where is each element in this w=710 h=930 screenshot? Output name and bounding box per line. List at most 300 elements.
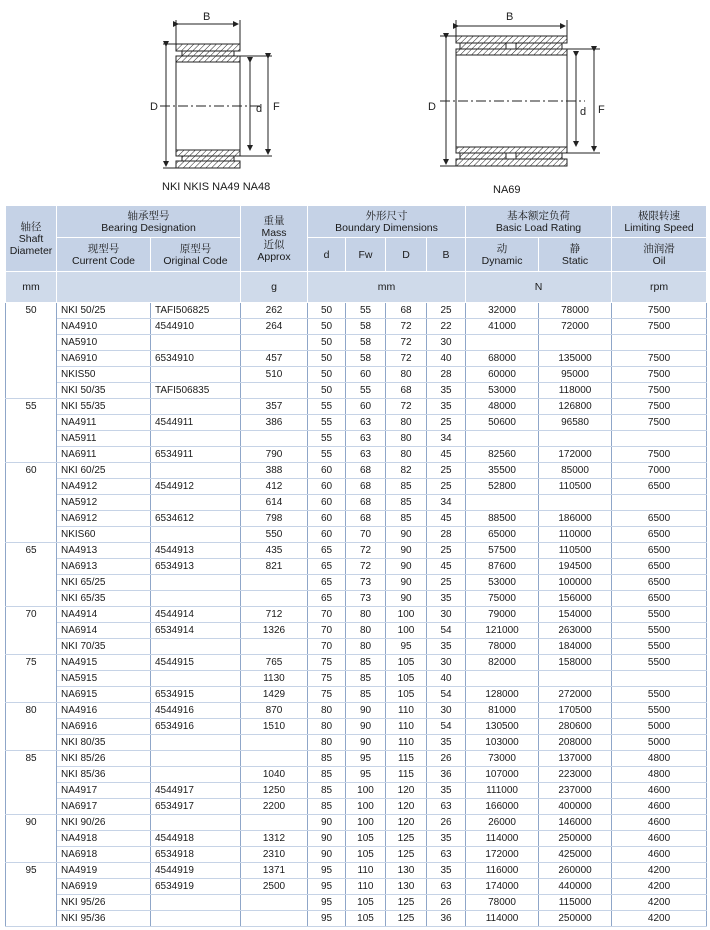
dim-fw-cell: 100: [346, 783, 386, 799]
right-figure-caption: NA69: [493, 184, 521, 196]
current-code-cell: NA6918: [57, 847, 151, 863]
dim-B-cell: 34: [427, 431, 466, 447]
table-row: [6, 351, 707, 367]
shaft-diameter-cell: 75: [6, 655, 57, 703]
shaft-cn: 轴径: [20, 220, 42, 233]
dim-D-cell: 80: [386, 367, 427, 383]
dim-B-cell: 54: [427, 623, 466, 639]
table-body: [6, 303, 707, 927]
oil-speed-cell: 4800: [612, 751, 707, 767]
table-row: [6, 575, 707, 591]
designation-en: Bearing Designation: [101, 221, 196, 234]
original-code-cell: 4544912: [151, 479, 241, 495]
dim-D-cell: 68: [386, 303, 427, 319]
dynamic-load-cell: 35500: [466, 463, 539, 479]
current-code-cell: NA4919: [57, 863, 151, 879]
table-row: [6, 479, 707, 495]
dim-d-left: d: [256, 103, 263, 115]
dynamic-load-cell: 78000: [466, 895, 539, 911]
shaft-diameter-cell: 55: [6, 399, 57, 463]
col-D-header: D: [386, 238, 427, 272]
current-code-cell: NKIS60: [57, 527, 151, 543]
static-load-cell: 237000: [539, 783, 612, 799]
original-code-cell: 4544915: [151, 655, 241, 671]
current-code-cell: NA4915: [57, 655, 151, 671]
dynamic-load-cell: 128000: [466, 687, 539, 703]
original-code-cell: 6534910: [151, 351, 241, 367]
oil-speed-cell: 4200: [612, 911, 707, 927]
nki-bearing-drawing: [160, 20, 272, 168]
oil-speed-cell: [612, 495, 707, 511]
static-load-cell: 146000: [539, 815, 612, 831]
table-row: [6, 447, 707, 463]
oil-speed-cell: 4600: [612, 831, 707, 847]
dim-d-cell: 80: [308, 719, 346, 735]
load-unit: N: [466, 272, 612, 303]
dim-D-cell: 115: [386, 751, 427, 767]
original-code-cell: [151, 527, 241, 543]
dim-B-cell: 54: [427, 719, 466, 735]
dim-d-cell: 50: [308, 351, 346, 367]
static-load-cell: 260000: [539, 863, 612, 879]
dim-B-cell: 63: [427, 879, 466, 895]
dim-d-cell: 65: [308, 543, 346, 559]
dim-D-cell: 85: [386, 479, 427, 495]
oil-speed-cell: [612, 335, 707, 351]
original-code-cell: [151, 815, 241, 831]
dynamic-load-cell: 53000: [466, 383, 539, 399]
mass-cell: [241, 575, 308, 591]
dim-d-cell: 60: [308, 511, 346, 527]
dim-d-cell: 95: [308, 863, 346, 879]
mass-cell: 388: [241, 463, 308, 479]
current-code-cell: NKI 65/35: [57, 591, 151, 607]
original-code-cell: 4544917: [151, 783, 241, 799]
static-load-cell: 85000: [539, 463, 612, 479]
dim-fw-cell: 68: [346, 511, 386, 527]
dynamic-load-cell: 107000: [466, 767, 539, 783]
dim-d-cell: 50: [308, 319, 346, 335]
current-code-cell: NA4912: [57, 479, 151, 495]
dynamic-load-cell: 81000: [466, 703, 539, 719]
oil-speed-cell: 5500: [612, 639, 707, 655]
current-code-cell: NKI 70/35: [57, 639, 151, 655]
dim-fw-cell: 110: [346, 879, 386, 895]
dynamic-load-cell: 53000: [466, 575, 539, 591]
dim-B-left: B: [203, 11, 211, 23]
mass-cn: 重量: [263, 214, 285, 227]
table-row: [6, 847, 707, 863]
dynamic-header: [466, 238, 539, 272]
mass-cell: 821: [241, 559, 308, 575]
dynamic-load-cell: 130500: [466, 719, 539, 735]
dynamic-load-cell: 166000: [466, 799, 539, 815]
original-code-cell: [151, 335, 241, 351]
static-load-cell: 186000: [539, 511, 612, 527]
current-code-cell: NKI 85/36: [57, 767, 151, 783]
dim-D-cell: 72: [386, 335, 427, 351]
dim-D-cell: 115: [386, 767, 427, 783]
mass-en: Mass: [261, 226, 287, 239]
dim-D-right: D: [428, 101, 436, 113]
mass-cell: 357: [241, 399, 308, 415]
oil-speed-cell: 5500: [612, 623, 707, 639]
dim-D-cell: 90: [386, 559, 427, 575]
static-load-cell: 78000: [539, 303, 612, 319]
dynamic-load-cell: 57500: [466, 543, 539, 559]
dim-B-cell: 36: [427, 767, 466, 783]
table-row: [6, 767, 707, 783]
dim-B-right: B: [506, 11, 514, 23]
mass-cell: 435: [241, 543, 308, 559]
dim-d-cell: 85: [308, 751, 346, 767]
mass-cell: 457: [241, 351, 308, 367]
dim-D-cell: 68: [386, 383, 427, 399]
original-code-cell: [151, 735, 241, 751]
dim-B-cell: 35: [427, 863, 466, 879]
table-row: [6, 335, 707, 351]
dynamic-load-cell: 103000: [466, 735, 539, 751]
dim-d-cell: 95: [308, 895, 346, 911]
table-row: [6, 383, 707, 399]
load-cn: 基本额定负荷: [507, 209, 571, 222]
dim-d-cell: 60: [308, 479, 346, 495]
dim-fw-cell: 100: [346, 815, 386, 831]
dim-D-cell: 130: [386, 863, 427, 879]
speed-header: [612, 206, 707, 238]
current-code-cell: NA6914: [57, 623, 151, 639]
original-code-cell: [151, 911, 241, 927]
dim-fw-cell: 72: [346, 543, 386, 559]
current-code-cell: NKI 65/25: [57, 575, 151, 591]
dim-B-cell: 26: [427, 815, 466, 831]
dim-fw-cell: 90: [346, 719, 386, 735]
original-code-cell: [151, 639, 241, 655]
dim-fw-cell: 58: [346, 335, 386, 351]
dim-d-cell: 55: [308, 447, 346, 463]
dynamic-load-cell: [466, 671, 539, 687]
dim-D-cell: 95: [386, 639, 427, 655]
dynamic-load-cell: 78000: [466, 639, 539, 655]
oil-cn: 油润滑: [643, 242, 675, 255]
dynamic-load-cell: 114000: [466, 831, 539, 847]
dynamic-load-cell: 65000: [466, 527, 539, 543]
static-load-cell: 208000: [539, 735, 612, 751]
original-code-cell: 6534915: [151, 687, 241, 703]
table-row: [6, 783, 707, 799]
mass-cell: 1429: [241, 687, 308, 703]
mass-cell: 386: [241, 415, 308, 431]
boundary-unit: mm: [308, 272, 466, 303]
original-code-cell: [151, 591, 241, 607]
mass-cell: [241, 735, 308, 751]
static-load-cell: 115000: [539, 895, 612, 911]
mass-cell: 1326: [241, 623, 308, 639]
oil-speed-cell: 5000: [612, 735, 707, 751]
oil-speed-cell: 4200: [612, 879, 707, 895]
original-code-header: [151, 238, 241, 272]
dim-fw-cell: 85: [346, 671, 386, 687]
mass-cell: [241, 431, 308, 447]
dim-D-cell: 100: [386, 623, 427, 639]
current-code-cell: NA5910: [57, 335, 151, 351]
dim-D-cell: 125: [386, 831, 427, 847]
col-fw-header: Fw: [346, 238, 386, 272]
current-code-cell: NKI 90/26: [57, 815, 151, 831]
dim-D-cell: 90: [386, 527, 427, 543]
dim-fw-cell: 95: [346, 767, 386, 783]
dim-B-cell: 22: [427, 319, 466, 335]
table-row: [6, 511, 707, 527]
dynamic-load-cell: 41000: [466, 319, 539, 335]
table-row: [6, 415, 707, 431]
current-code-cell: NKI 50/35: [57, 383, 151, 399]
dim-B-cell: 25: [427, 543, 466, 559]
dim-fw-cell: 58: [346, 319, 386, 335]
current-code-cell: NA5912: [57, 495, 151, 511]
dynamic-load-cell: 174000: [466, 879, 539, 895]
dim-fw-cell: 58: [346, 351, 386, 367]
dynamic-load-cell: 68000: [466, 351, 539, 367]
table-row: [6, 815, 707, 831]
dim-d-cell: 60: [308, 495, 346, 511]
dim-D-cell: 80: [386, 447, 427, 463]
current-cn: 现型号: [87, 242, 120, 255]
dim-D-cell: 85: [386, 495, 427, 511]
dim-D-cell: 120: [386, 799, 427, 815]
oil-en: Oil: [652, 254, 666, 267]
col-d-header: d: [308, 238, 346, 272]
dynamic-load-cell: 114000: [466, 911, 539, 927]
shaft-diameter-header: [6, 206, 57, 272]
shaft-diameter-cell: 80: [6, 703, 57, 751]
dim-fw-cell: 90: [346, 703, 386, 719]
table-row: [6, 463, 707, 479]
static-load-cell: [539, 495, 612, 511]
oil-speed-cell: 7500: [612, 447, 707, 463]
current-code-cell: NA6911: [57, 447, 151, 463]
original-code-cell: 6534917: [151, 799, 241, 815]
dynamic-load-cell: 88500: [466, 511, 539, 527]
table-row: [6, 623, 707, 639]
table-row: [6, 687, 707, 703]
oil-speed-cell: 4600: [612, 783, 707, 799]
mass-cell: 2200: [241, 799, 308, 815]
mass-cell: 412: [241, 479, 308, 495]
dynamic-load-cell: 26000: [466, 815, 539, 831]
dim-fw-cell: 72: [346, 559, 386, 575]
mass-cell: 1510: [241, 719, 308, 735]
current-code-cell: NKI 80/35: [57, 735, 151, 751]
table-row: [6, 367, 707, 383]
oil-speed-cell: 7000: [612, 463, 707, 479]
dynamic-load-cell: 116000: [466, 863, 539, 879]
current-code-cell: NKI 95/36: [57, 911, 151, 927]
dim-B-cell: 35: [427, 831, 466, 847]
dim-D-cell: 110: [386, 735, 427, 751]
static-load-cell: 137000: [539, 751, 612, 767]
mass-cell: 262: [241, 303, 308, 319]
table-row: [6, 911, 707, 927]
dim-fw-cell: 68: [346, 463, 386, 479]
dim-B-cell: 26: [427, 751, 466, 767]
mass-cell: [241, 895, 308, 911]
mass-cell: 798: [241, 511, 308, 527]
table-row: [6, 607, 707, 623]
bearing-drawings: [0, 0, 710, 200]
dim-D-cell: 125: [386, 847, 427, 863]
dim-D-cell: 130: [386, 879, 427, 895]
mass-cell: [241, 639, 308, 655]
designation-cn: 轴承型号: [127, 209, 170, 222]
dim-B-cell: 25: [427, 415, 466, 431]
dim-B-cell: 25: [427, 575, 466, 591]
table-row: [6, 559, 707, 575]
designation-unit-blank: [57, 272, 241, 303]
dim-B-cell: 54: [427, 687, 466, 703]
dim-d-cell: 80: [308, 735, 346, 751]
current-code-cell: NA6915: [57, 687, 151, 703]
dim-fw-cell: 105: [346, 847, 386, 863]
dim-fw-cell: 55: [346, 303, 386, 319]
current-code-cell: NKI 85/26: [57, 751, 151, 767]
original-code-cell: [151, 463, 241, 479]
left-figure-caption: NKI NKIS NA49 NA48: [162, 181, 271, 193]
bearing-spec-table: [5, 205, 707, 927]
mass-cell: 510: [241, 367, 308, 383]
oil-speed-cell: 4600: [612, 799, 707, 815]
static-load-cell: [539, 335, 612, 351]
dim-d-cell: 80: [308, 703, 346, 719]
dim-D-cell: 80: [386, 415, 427, 431]
table-row: [6, 639, 707, 655]
original-code-cell: 4544916: [151, 703, 241, 719]
current-code-cell: NA4917: [57, 783, 151, 799]
dim-B-cell: 34: [427, 495, 466, 511]
dim-D-cell: 120: [386, 815, 427, 831]
dim-d-cell: 65: [308, 559, 346, 575]
static-load-cell: 170500: [539, 703, 612, 719]
dynamic-load-cell: 52800: [466, 479, 539, 495]
oil-speed-cell: 4200: [612, 895, 707, 911]
dim-D-cell: 125: [386, 911, 427, 927]
oil-speed-cell: 4600: [612, 847, 707, 863]
static-en: Static: [561, 254, 589, 267]
oil-speed-cell: 6500: [612, 479, 707, 495]
mass-cell: 614: [241, 495, 308, 511]
mass-cell: 870: [241, 703, 308, 719]
dim-fw-cell: 80: [346, 623, 386, 639]
mass-cell: 765: [241, 655, 308, 671]
dim-D-cell: 72: [386, 351, 427, 367]
mass-cell: [241, 383, 308, 399]
original-code-cell: 6534911: [151, 447, 241, 463]
static-cn: 静: [569, 242, 581, 255]
dim-D-cell: 80: [386, 431, 427, 447]
table-row: [6, 655, 707, 671]
static-load-cell: 156000: [539, 591, 612, 607]
current-code-header: [57, 238, 151, 272]
dim-B-cell: 35: [427, 783, 466, 799]
dim-fw-cell: 105: [346, 895, 386, 911]
mass-cell: 2310: [241, 847, 308, 863]
original-code-cell: 4544914: [151, 607, 241, 623]
dynamic-load-cell: 121000: [466, 623, 539, 639]
speed-en: Limiting Speed: [624, 221, 694, 234]
oil-speed-cell: 4800: [612, 767, 707, 783]
oil-speed-cell: 4600: [612, 815, 707, 831]
current-code-cell: NKI 60/25: [57, 463, 151, 479]
original-code-cell: [151, 367, 241, 383]
original-code-cell: 4544913: [151, 543, 241, 559]
load-rating-header: [466, 206, 612, 238]
table-row: [6, 879, 707, 895]
static-load-cell: 400000: [539, 799, 612, 815]
dim-D-cell: 90: [386, 591, 427, 607]
dim-D-cell: 72: [386, 319, 427, 335]
dynamic-load-cell: 32000: [466, 303, 539, 319]
dim-d-cell: 60: [308, 463, 346, 479]
current-code-cell: NA5915: [57, 671, 151, 687]
static-load-cell: 272000: [539, 687, 612, 703]
table-row: [6, 303, 707, 319]
oil-speed-cell: 7500: [612, 367, 707, 383]
dim-B-cell: 63: [427, 847, 466, 863]
dim-d-cell: 50: [308, 367, 346, 383]
table-row: [6, 735, 707, 751]
oil-speed-cell: [612, 431, 707, 447]
dim-B-cell: 30: [427, 607, 466, 623]
shaft-diameter-cell: 60: [6, 463, 57, 543]
static-load-cell: 194500: [539, 559, 612, 575]
dim-d-cell: 70: [308, 623, 346, 639]
dynamic-load-cell: 172000: [466, 847, 539, 863]
oil-header: [612, 238, 707, 272]
oil-speed-cell: 7500: [612, 383, 707, 399]
dim-D-cell: 90: [386, 543, 427, 559]
mass-cell: 1040: [241, 767, 308, 783]
boundary-cn: 外形尺寸: [365, 209, 408, 222]
mass-cell: [241, 751, 308, 767]
dim-d-cell: 90: [308, 847, 346, 863]
dynamic-load-cell: 73000: [466, 751, 539, 767]
oil-speed-cell: 6500: [612, 559, 707, 575]
dim-fw-cell: 60: [346, 367, 386, 383]
oil-speed-cell: 6500: [612, 527, 707, 543]
static-load-cell: 135000: [539, 351, 612, 367]
dim-B-cell: 40: [427, 351, 466, 367]
shaft-diameter-cell: 50: [6, 303, 57, 399]
current-code-cell: NA4913: [57, 543, 151, 559]
mass-cell: [241, 911, 308, 927]
static-load-cell: 110500: [539, 479, 612, 495]
dim-B-cell: 28: [427, 367, 466, 383]
mass-cell: 1250: [241, 783, 308, 799]
original-code-cell: [151, 431, 241, 447]
dim-B-cell: 35: [427, 591, 466, 607]
static-load-cell: 110000: [539, 527, 612, 543]
table-row: [6, 831, 707, 847]
table-row: [6, 543, 707, 559]
table-row: [6, 431, 707, 447]
approx-en: Approx: [257, 250, 291, 263]
original-code-cell: TAFI506835: [151, 383, 241, 399]
dim-d-cell: 95: [308, 879, 346, 895]
current-code-cell: NA6913: [57, 559, 151, 575]
dim-d-cell: 50: [308, 303, 346, 319]
shaft-diameter-cell: 95: [6, 863, 57, 927]
dim-d-cell: 55: [308, 415, 346, 431]
